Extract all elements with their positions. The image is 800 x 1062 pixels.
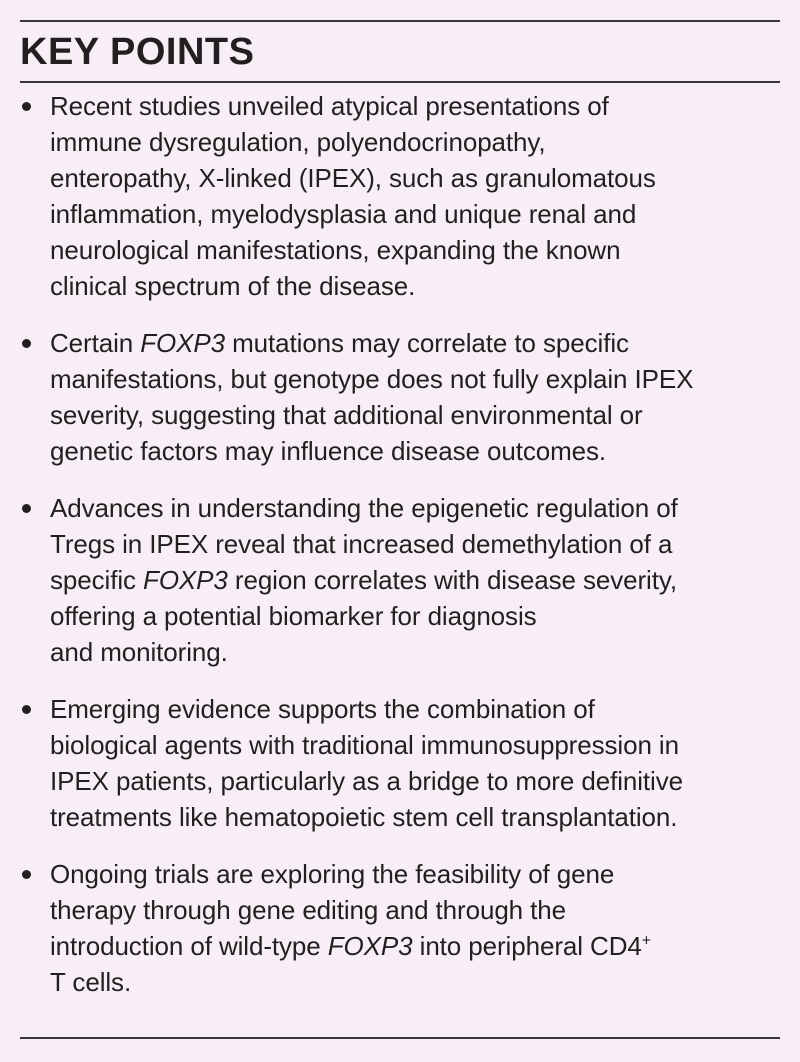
text-segment: Tregs in IPEX reveal that increased demethylation of a (50, 529, 673, 559)
text-segment: offering a potential biomarker for diagnosis (50, 601, 537, 631)
text-segment: Ongoing trials are exploring the feasibility of gene (50, 859, 615, 889)
text-segment: clinical spectrum of the disease. (50, 271, 416, 301)
text-segment: genetic factors may influence disease outcomes. (50, 436, 607, 466)
text-segment: Certain (50, 328, 141, 358)
text-segment: IPEX patients, particularly as a bridge to more definitive (50, 766, 683, 796)
gene-name: FOXP3 (140, 328, 225, 358)
text-segment: T cells. (50, 967, 132, 997)
text-segment: manifestations, but genotype does not fully explain IPEX (50, 364, 694, 394)
text-line (0, 598, 800, 634)
text-segment: mutations may correlate to specific (225, 328, 629, 358)
text-line (0, 727, 800, 763)
text-line (0, 634, 800, 670)
text-segment: immune dysregulation, polyendocrinopathy, (50, 127, 546, 157)
bullet-icon (22, 339, 31, 348)
key-points-list (0, 88, 800, 1021)
text-segment: + (641, 932, 651, 950)
text-line (0, 361, 800, 397)
gene-name: FOXP3 (327, 931, 413, 961)
bullet-icon (22, 102, 31, 111)
bullet-icon (22, 504, 31, 513)
text-line (0, 928, 800, 964)
text-segment: therapy through gene editing and through the (50, 895, 567, 925)
text-line (0, 196, 800, 232)
text-segment: enteropathy, X-linked (IPEX), such as granulomatous (50, 163, 656, 193)
text-line (0, 490, 800, 526)
text-line (0, 160, 800, 196)
text-segment: Advances in understanding the epigenetic regulation of (50, 493, 678, 523)
bullet-icon (22, 870, 31, 879)
text-line (0, 562, 800, 598)
text-segment: specific (50, 565, 144, 595)
key-point-item (0, 856, 800, 1000)
key-point-item (0, 88, 800, 304)
text-segment: into peripheral CD4 (412, 931, 642, 961)
text-line (0, 232, 800, 268)
text-line (0, 325, 800, 361)
text-line (0, 433, 800, 469)
text-line (0, 799, 800, 835)
text-segment: region correlates with disease severity, (227, 565, 677, 595)
text-line (0, 526, 800, 562)
text-line (0, 397, 800, 433)
key-point-item (0, 490, 800, 670)
bottom-rule (20, 1037, 780, 1039)
text-segment: introduction of wild-type (50, 931, 328, 961)
text-segment: neurological manifestations, expanding the known (50, 235, 621, 265)
text-segment: Emerging evidence supports the combination of (50, 694, 595, 724)
key-point-item (0, 691, 800, 835)
text-line (0, 856, 800, 892)
text-line (0, 892, 800, 928)
text-line (0, 691, 800, 727)
top-rule (20, 20, 780, 22)
section-heading: KEY POINTS (20, 31, 255, 73)
gene-name: FOXP3 (143, 565, 228, 595)
heading-rule (20, 81, 780, 83)
text-line (0, 88, 800, 124)
text-segment: biological agents with traditional immunosuppression in (50, 730, 679, 760)
text-line (0, 268, 800, 304)
text-segment: and monitoring. (50, 637, 228, 667)
text-line (0, 763, 800, 799)
text-line (0, 124, 800, 160)
text-segment: Recent studies unveiled atypical presentations of (50, 91, 609, 121)
key-point-item (0, 325, 800, 469)
text-line (0, 964, 800, 1000)
bullet-icon (22, 705, 31, 714)
text-segment: inflammation, myelodysplasia and unique renal and (50, 199, 637, 229)
text-segment: severity, suggesting that additional environmental or (50, 400, 643, 430)
text-segment: treatments like hematopoietic stem cell transplantation. (50, 802, 678, 832)
